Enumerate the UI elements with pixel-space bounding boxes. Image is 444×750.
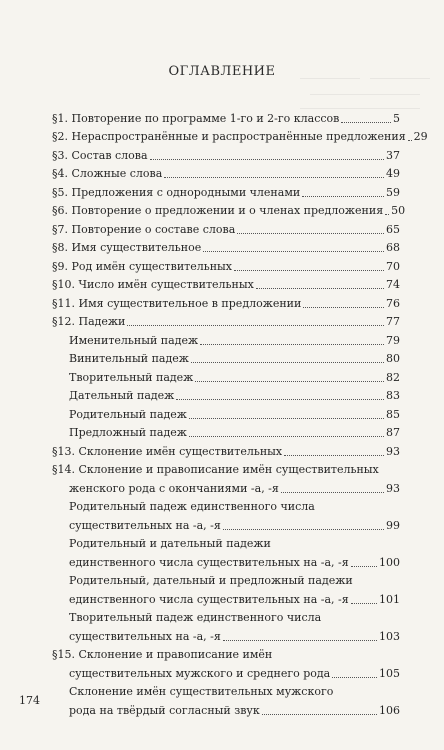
toc-page-number: 101 (379, 592, 400, 606)
toc-subentry-line2 (52, 588, 400, 607)
page-title: ОГЛАВЛЕНИЕ (168, 64, 276, 79)
dot-leader (281, 492, 384, 493)
toc-page-number: 76 (386, 296, 400, 310)
dot-leader (164, 177, 384, 178)
toc-subentry-line2 (52, 551, 400, 570)
toc-entry (52, 126, 428, 145)
toc-entry-text: единственного числа существительных на -а, -я (69, 555, 349, 569)
dot-leader (176, 399, 384, 400)
toc-page-number: 49 (386, 167, 400, 180)
dot-leader (284, 455, 384, 456)
toc-entry (52, 181, 400, 200)
toc-entry (52, 107, 400, 126)
toc-entry-text: Именительный падеж (69, 333, 199, 347)
toc-subentry-line1: Творительный падеж единственного числа (69, 611, 322, 624)
toc-subentry-line2 (52, 699, 400, 718)
toc-entry-text: §4. Сложные слова (52, 167, 163, 180)
dot-leader (351, 566, 377, 567)
toc-subentry (52, 348, 400, 367)
dot-leader (385, 214, 389, 215)
toc-entry-line2 (52, 662, 400, 681)
toc-entry-text: женского рода с окончаниями -а, -я (69, 481, 279, 495)
toc-entry (52, 255, 400, 274)
toc-entry-line2 (52, 477, 400, 496)
toc-entry (52, 274, 400, 293)
dot-leader (127, 325, 384, 326)
dot-leader (237, 233, 384, 234)
toc-entry (52, 311, 400, 330)
dot-leader (234, 270, 384, 271)
toc-entry (52, 218, 400, 237)
page-number: 174 (19, 694, 40, 707)
toc-page-number: 103 (379, 629, 400, 643)
toc-page-number: 83 (386, 389, 400, 402)
toc-page-number: 80 (386, 352, 400, 365)
toc-page-number: 5 (393, 111, 400, 125)
toc-entry (52, 237, 400, 256)
toc-entry-line1: §15. Склонение и правописание имён (52, 648, 273, 661)
toc-page-number: 85 (386, 407, 400, 421)
toc-entry-text: §9. Род имён существительных (52, 259, 233, 273)
dot-leader (332, 677, 377, 678)
toc-subentry (52, 422, 400, 441)
dot-leader (195, 381, 384, 382)
toc-page-number: 105 (379, 666, 400, 680)
toc-page-number: 99 (386, 518, 400, 532)
toc-subentry-line1: Родительный падеж единственного числа (69, 500, 315, 513)
dot-leader (191, 362, 384, 363)
toc-subentry (52, 366, 400, 385)
toc-entry-text: §12. Падежи (52, 315, 126, 328)
toc-entry-text: единственного числа существительных на -а, -я (69, 592, 349, 606)
toc-page-number: 50 (391, 204, 406, 217)
toc-subentry (52, 329, 400, 348)
toc-subentry-line1: Родительный, дательный и предложный падежи (69, 574, 353, 587)
dot-leader (200, 344, 384, 345)
toc-page-number: 70 (386, 259, 400, 273)
dot-leader (262, 714, 377, 715)
toc-page-number: 82 (386, 370, 400, 384)
toc-entry-text: §13. Склонение имён существительных (52, 444, 283, 458)
dot-leader (351, 603, 377, 604)
toc-entry-text: Родительный падеж (69, 407, 187, 421)
toc-entry-text: Винительный падеж (69, 352, 189, 365)
dot-leader (150, 159, 384, 160)
toc-entry-text: §1. Повторение по программе 1-го и 2-го классов (52, 111, 340, 125)
toc-entry-text: §10. Число имён существительных (52, 278, 254, 291)
toc-entry-text: Предложный падеж (69, 426, 187, 439)
toc-entry-text: §2. Нераспространённые и распространённые предложения (52, 130, 406, 143)
toc-entry-text: рода на твёрдый согласный звук (69, 703, 260, 717)
toc-page-number: 29 (413, 130, 428, 143)
toc-page-number: 65 (386, 222, 400, 236)
toc-page-number: 68 (386, 241, 400, 254)
toc-subentry-line1: Склонение имён существительных мужского (69, 685, 334, 698)
toc-page-number: 79 (386, 333, 400, 347)
toc-entry-text: существительных на -а, -я (69, 629, 221, 643)
dot-leader (303, 307, 384, 308)
dot-leader (203, 251, 384, 252)
toc-entry-text: существительных мужского и среднего рода (69, 666, 331, 680)
toc-page-number: 87 (386, 426, 400, 439)
toc-entry (52, 292, 400, 311)
dot-leader (223, 529, 384, 530)
toc-entry-text: §6. Повторение о предложении и о членах предложения (52, 204, 384, 217)
dot-leader (408, 140, 412, 141)
toc-page-number: 77 (386, 315, 400, 328)
toc-entry-text: Творительный падеж (69, 370, 194, 384)
toc-entry-text: существительных на -а, -я (69, 518, 221, 532)
toc-page-number: 37 (386, 148, 400, 162)
dot-leader (189, 418, 384, 419)
toc-page-number: 106 (379, 703, 400, 717)
dot-leader (256, 288, 384, 289)
toc-subentry (52, 403, 400, 422)
toc-subentry-line2 (52, 625, 400, 644)
toc-page-number: 100 (379, 555, 400, 569)
toc-page-number: 74 (386, 278, 400, 291)
toc-entry (52, 440, 400, 459)
toc-page-number: 93 (386, 481, 400, 495)
toc-entry-text: §8. Имя существительное (52, 241, 202, 254)
toc-entry-text: §5. Предложения с однородными членами (52, 185, 301, 199)
toc-page-number: 93 (386, 444, 400, 458)
toc-subentry-line1: Родительный и дательный падежи (69, 537, 271, 550)
table-of-contents (52, 107, 428, 718)
toc-entry-text: §11. Имя существительное в предложении (52, 296, 302, 310)
dot-leader (189, 436, 384, 437)
toc-subentry (52, 385, 400, 404)
toc-entry-text: Дательный падеж (69, 389, 175, 402)
toc-entry (52, 144, 400, 163)
toc-entry (52, 200, 406, 219)
toc-entry-text: §3. Состав слова (52, 148, 148, 162)
toc-entry (52, 163, 400, 182)
toc-subentry-line2 (52, 514, 400, 533)
dot-leader (302, 196, 384, 197)
dot-leader (223, 640, 377, 641)
dot-leader (341, 122, 391, 123)
toc-entry-line1: §14. Склонение и правописание имён существительных (52, 463, 379, 476)
toc-entry-text: §7. Повторение о составе слова (52, 222, 236, 236)
toc-page-number: 59 (386, 185, 400, 199)
